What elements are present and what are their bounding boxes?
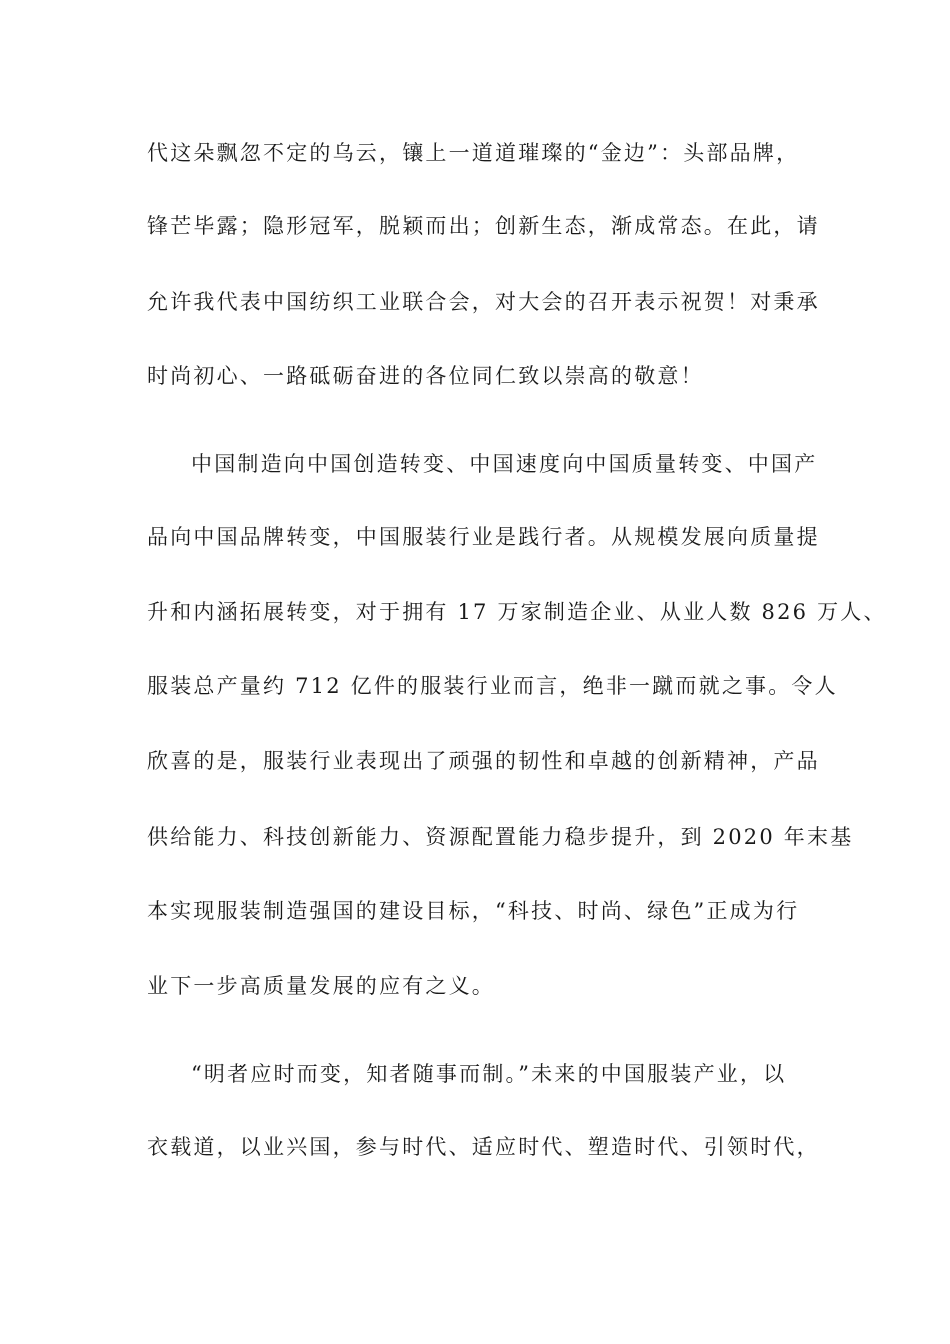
text-line: 品向中国品牌转变，中国服装行业是践行者。从规模发展向质量提 <box>147 525 820 549</box>
text-line: 代这朵飘忽不定的乌云，镶上一道道璀璨的“金边”：头部品牌， <box>147 141 800 165</box>
text-line: 本实现服装制造强国的建设目标，“科技、时尚、绿色”正成为行 <box>147 899 800 923</box>
text-line: 允许我代表中国纺织工业联合会，对大会的召开表示祝贺！对秉承 <box>147 290 820 314</box>
text-line: 欣喜的是，服装行业表现出了顽强的韧性和卓越的创新精神，产品 <box>147 749 820 773</box>
text-line: 衣载道，以业兴国，参与时代、适应时代、塑造时代、引领时代， <box>147 1135 820 1159</box>
text-line: 供给能力、科技创新能力、资源配置能力稳步提升，到 2020 年末基 <box>147 825 854 849</box>
paragraph-first-line: 中国制造向中国创造转变、中国速度向中国质量转变、中国产 <box>191 452 818 476</box>
text-line: 升和内涵拓展转变，对于拥有 17 万家制造企业、从业人数 826 万人、 <box>147 600 887 624</box>
paragraph-first-line: “明者应时而变，知者随事而制。”未来的中国服装产业，以 <box>191 1062 787 1086</box>
text-line: 业下一步高质量发展的应有之义。 <box>147 974 495 998</box>
text-line: 服装总产量约 712 亿件的服装行业而言，绝非一蹴而就之事。令人 <box>147 674 838 698</box>
text-line: 锋芒毕露；隐形冠军，脱颖而出；创新生态，渐成常态。在此，请 <box>147 214 820 238</box>
text-line: 时尚初心、一路砥砺奋进的各位同仁致以崇高的敬意！ <box>147 364 704 388</box>
